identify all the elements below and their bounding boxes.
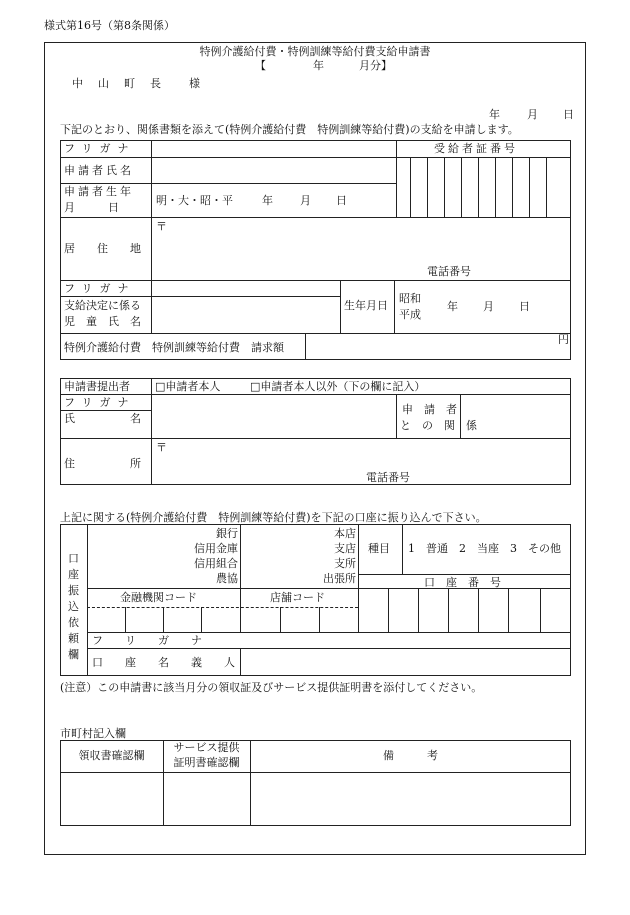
bank-type-shinkin: 信用金庫 bbox=[194, 542, 238, 555]
holder-furigana-label: フ リ ガ ナ bbox=[92, 634, 202, 647]
option-self[interactable]: □申請者本人 bbox=[155, 380, 221, 393]
bank-type-kumiai: 信用組合 bbox=[194, 557, 238, 570]
birth-eras: 明・大・昭・平 bbox=[156, 194, 233, 207]
relation-label2: と の 関 係 bbox=[400, 419, 477, 432]
child-era-heisei: 平成 bbox=[399, 308, 421, 321]
child-era-showa: 昭和 bbox=[399, 292, 421, 305]
form-title: 特例介護給付費・特例訓練等給付費支給申請書 bbox=[199, 45, 431, 58]
phone-label: 電話番号 bbox=[427, 265, 471, 278]
furigana3-label: フリガナ bbox=[64, 396, 136, 409]
date-day: 日 bbox=[563, 108, 574, 121]
addressee: 中 山 町 長 様 bbox=[72, 77, 202, 90]
furigana-label: フリガナ bbox=[64, 142, 136, 155]
claim-amount-label: 特例介護給付費 特例訓練等給付費 請求額 bbox=[64, 341, 284, 354]
yen-unit: 円 bbox=[558, 333, 569, 346]
bracket-open: 【 bbox=[255, 59, 266, 72]
applicant-birth-label: 申請者生年 bbox=[64, 185, 134, 198]
birth-year: 年 bbox=[262, 194, 273, 207]
birth-month: 月 bbox=[300, 194, 311, 207]
service-check-label2: 証明書確認欄 bbox=[173, 756, 240, 769]
period-line bbox=[255, 60, 392, 71]
child-year: 年 bbox=[447, 300, 458, 313]
child-birth-label: 生年月日 bbox=[344, 299, 388, 312]
postal-mark: 〒 bbox=[156, 220, 167, 233]
period-year: 年 bbox=[313, 59, 324, 72]
inst-code-label: 金融機関コード bbox=[120, 591, 197, 604]
kind-label: 種目 bbox=[368, 542, 390, 555]
branch-type-shiten: 支店 bbox=[334, 542, 356, 555]
bank-type-bank: 銀行 bbox=[216, 527, 238, 540]
relation-label1: 申 請 者 bbox=[402, 403, 457, 416]
holder-label: 口 座 名 義 人 bbox=[92, 656, 235, 669]
address-label: 住 所 bbox=[64, 457, 141, 470]
period-month: 月分】 bbox=[359, 59, 392, 72]
remarks-label: 備 考 bbox=[383, 749, 438, 762]
branch-type-shisho: 支所 bbox=[334, 557, 356, 570]
birth-day: 日 bbox=[336, 194, 347, 207]
service-check-label1: サービス提供 bbox=[173, 741, 240, 754]
branch-code-label: 店舗コード bbox=[270, 591, 325, 604]
form-number: 様式第16号（第8条関係） bbox=[44, 19, 175, 32]
residence-label: 居 住 地 bbox=[64, 242, 141, 255]
kind-options: 1 普通 2 当座 3 その他 bbox=[408, 542, 561, 555]
applicant-birth-label2: 月 日 bbox=[64, 201, 119, 214]
recipient-cert-label: 受給者証番号 bbox=[434, 142, 518, 155]
account-number-label: 口 座 番 号 bbox=[424, 576, 501, 589]
municipal-heading: 市町村記入欄 bbox=[60, 727, 126, 740]
furigana2-label: フリガナ bbox=[64, 282, 136, 295]
applicant-name-label: 申請者氏名 bbox=[64, 164, 134, 177]
option-other[interactable]: □申請者本人以外（下の欄に記入） bbox=[250, 380, 426, 393]
branch-type-shucchojo: 出張所 bbox=[323, 572, 356, 585]
attachment-note: (注意）この申請書に該当月分の領収証及びサービス提供証明書を添付してください。 bbox=[60, 681, 483, 694]
branch-type-honten: 本店 bbox=[334, 527, 356, 540]
date-month: 月 bbox=[527, 108, 538, 121]
receipt-check-label: 領収書確認欄 bbox=[78, 749, 145, 762]
transfer-intro: 上記に関する(特例介護給付費 特例訓練等給付費)を下記の口座に振り込んで下さい。 bbox=[60, 511, 487, 524]
submitter-label: 申請書提出者 bbox=[64, 380, 130, 393]
child-name-label1: 支給決定に係る bbox=[64, 299, 141, 312]
account-side-label: 口 座 振 込 依 頼 欄 bbox=[68, 552, 79, 661]
intro-text: 下記のとおり、関係書類を添えて(特例介護給付費 特例訓練等給付費)の支給を申請します。 bbox=[60, 123, 519, 136]
child-name-label2: 児 童 氏 名 bbox=[64, 315, 141, 328]
child-day: 日 bbox=[519, 300, 530, 313]
bank-type-nokyo: 農協 bbox=[216, 572, 238, 585]
postal-mark2: 〒 bbox=[156, 441, 167, 454]
name-label: 氏 名 bbox=[64, 412, 141, 425]
phone2-label: 電話番号 bbox=[366, 471, 410, 484]
date-year: 年 bbox=[489, 108, 500, 121]
child-month: 月 bbox=[483, 300, 494, 313]
